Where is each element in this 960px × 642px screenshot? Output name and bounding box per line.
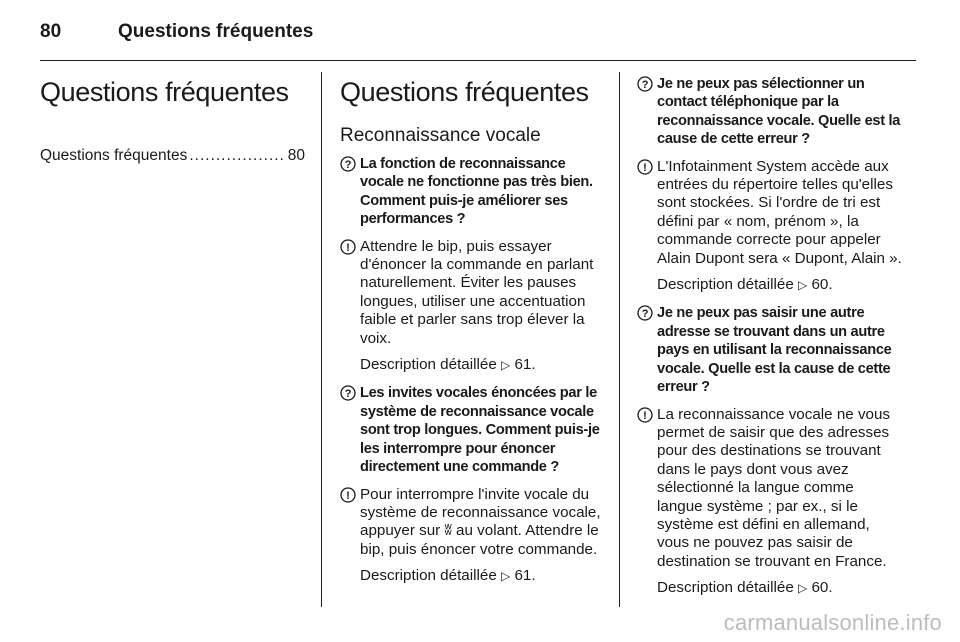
question-text: La fonction de reconnaissance vocale ne fonctionne pas très bien. Comment puis-je améliorer ses performances ? bbox=[360, 156, 593, 228]
question-icon bbox=[637, 76, 653, 92]
answer-text: L'Infotainment System accède aux entrées du répertoire telles qu'elles sont stockées. Si l'ordre de tri est défini par « nom, prénom », la commande correcte pour appeler Alain Dupont sera « Dupont, Alain ». bbox=[657, 157, 902, 267]
svg-text:!: ! bbox=[346, 241, 350, 254]
answer-item bbox=[637, 158, 902, 268]
question-icon bbox=[340, 385, 356, 401]
page-reference-arrow-icon: ▷ bbox=[798, 581, 808, 596]
question-text: Je ne peux pas saisir une autre adresse se trouvant dans un autre pays en utilisant la reconnaissance vocale. Quelle est la cause de cette erreur ? bbox=[657, 305, 892, 396]
content-column-right bbox=[637, 75, 902, 608]
svg-text:?: ? bbox=[641, 308, 649, 321]
toc-entry[interactable] bbox=[40, 147, 305, 165]
detail-page: 60. bbox=[811, 579, 833, 597]
toc-column bbox=[40, 75, 305, 165]
watermark: carmanualsonline.info bbox=[723, 610, 942, 635]
detail-reference[interactable] bbox=[340, 567, 605, 585]
detail-page: 61. bbox=[514, 567, 536, 585]
answer-text: Attendre le bip, puis essayer d'énoncer la commande en parlant naturellement. Éviter les pauses longues, utiliser une accentuation faible et parler sans trop élever la voix. bbox=[360, 237, 594, 347]
detail-prefix: Description détaillée bbox=[657, 579, 794, 597]
header-divider bbox=[40, 60, 916, 61]
detail-prefix: Description détaillée bbox=[360, 356, 497, 374]
svg-text:?: ? bbox=[344, 159, 352, 171]
detail-page: 60. bbox=[811, 276, 833, 294]
question-text: Je ne peux pas sélectionner un contact téléphonique par la reconnaissance vocale. Quelle est la cause de cette erreur ? bbox=[657, 76, 901, 148]
voice-button-icon: ʬ bbox=[444, 522, 452, 540]
answer-item bbox=[340, 238, 605, 348]
content-column-middle bbox=[340, 75, 605, 596]
question-item bbox=[637, 304, 902, 396]
page-number: 80 bbox=[40, 21, 62, 42]
question-item bbox=[340, 155, 605, 229]
svg-text:!: ! bbox=[643, 161, 647, 174]
page-header bbox=[40, 15, 916, 49]
running-title: Questions fréquentes bbox=[118, 21, 314, 42]
question-item bbox=[637, 75, 902, 149]
page-reference-arrow-icon: ▷ bbox=[501, 569, 511, 584]
main-title: Questions fréquentes bbox=[340, 77, 589, 107]
toc-entry-label: Questions fréquentes bbox=[40, 147, 188, 164]
svg-text:?: ? bbox=[344, 388, 352, 401]
question-item bbox=[340, 384, 605, 476]
detail-reference[interactable] bbox=[637, 579, 902, 597]
column-divider-right bbox=[619, 72, 620, 607]
answer-text: La reconnaissance vocale ne vous permet de saisir que des adresses pour des destinations se trouvant dans le pays dont vous avez sélectionné la langue comme langue système ; par ex., si le système est défini en allemand, vous ne pouvez pas saisir de destination se trouvant en France. bbox=[657, 405, 891, 570]
answer-text-end: au volant. Attendre le bip, puis énoncer votre commande. bbox=[360, 522, 599, 558]
exclamation-icon bbox=[340, 487, 356, 503]
toc-leader-dots: .................. bbox=[189, 147, 285, 164]
column-divider-left bbox=[321, 72, 322, 607]
detail-prefix: Description détaillée bbox=[657, 276, 794, 294]
svg-text:?: ? bbox=[641, 79, 649, 91]
exclamation-icon bbox=[637, 159, 653, 175]
exclamation-icon bbox=[637, 407, 653, 423]
question-icon bbox=[340, 156, 356, 172]
toc-entry-page: 80 bbox=[287, 147, 305, 164]
question-icon bbox=[637, 305, 653, 321]
page-reference-arrow-icon: ▷ bbox=[798, 278, 808, 293]
answer-text: Pour interrompre l'invite vocale du système de reconnaissance vocale, appuyer sur bbox=[360, 485, 601, 540]
answer-item bbox=[637, 406, 902, 572]
svg-text:!: ! bbox=[346, 489, 350, 502]
page-reference-arrow-icon: ▷ bbox=[501, 358, 511, 373]
detail-page: 61. bbox=[514, 356, 536, 374]
question-text: Les invites vocales énoncées par le système de reconnaissance vocale sont trop longues. Comment puis-je les interrompre pour énoncer directement une commande ? bbox=[360, 385, 600, 476]
chapter-title: Questions fréquentes bbox=[40, 77, 289, 107]
svg-text:!: ! bbox=[643, 409, 647, 422]
answer-item bbox=[340, 486, 605, 560]
exclamation-icon bbox=[340, 239, 356, 255]
detail-reference[interactable] bbox=[340, 356, 605, 374]
detail-reference[interactable] bbox=[637, 276, 902, 294]
section-title: Reconnaissance vocale bbox=[340, 125, 541, 146]
detail-prefix: Description détaillée bbox=[360, 567, 497, 585]
